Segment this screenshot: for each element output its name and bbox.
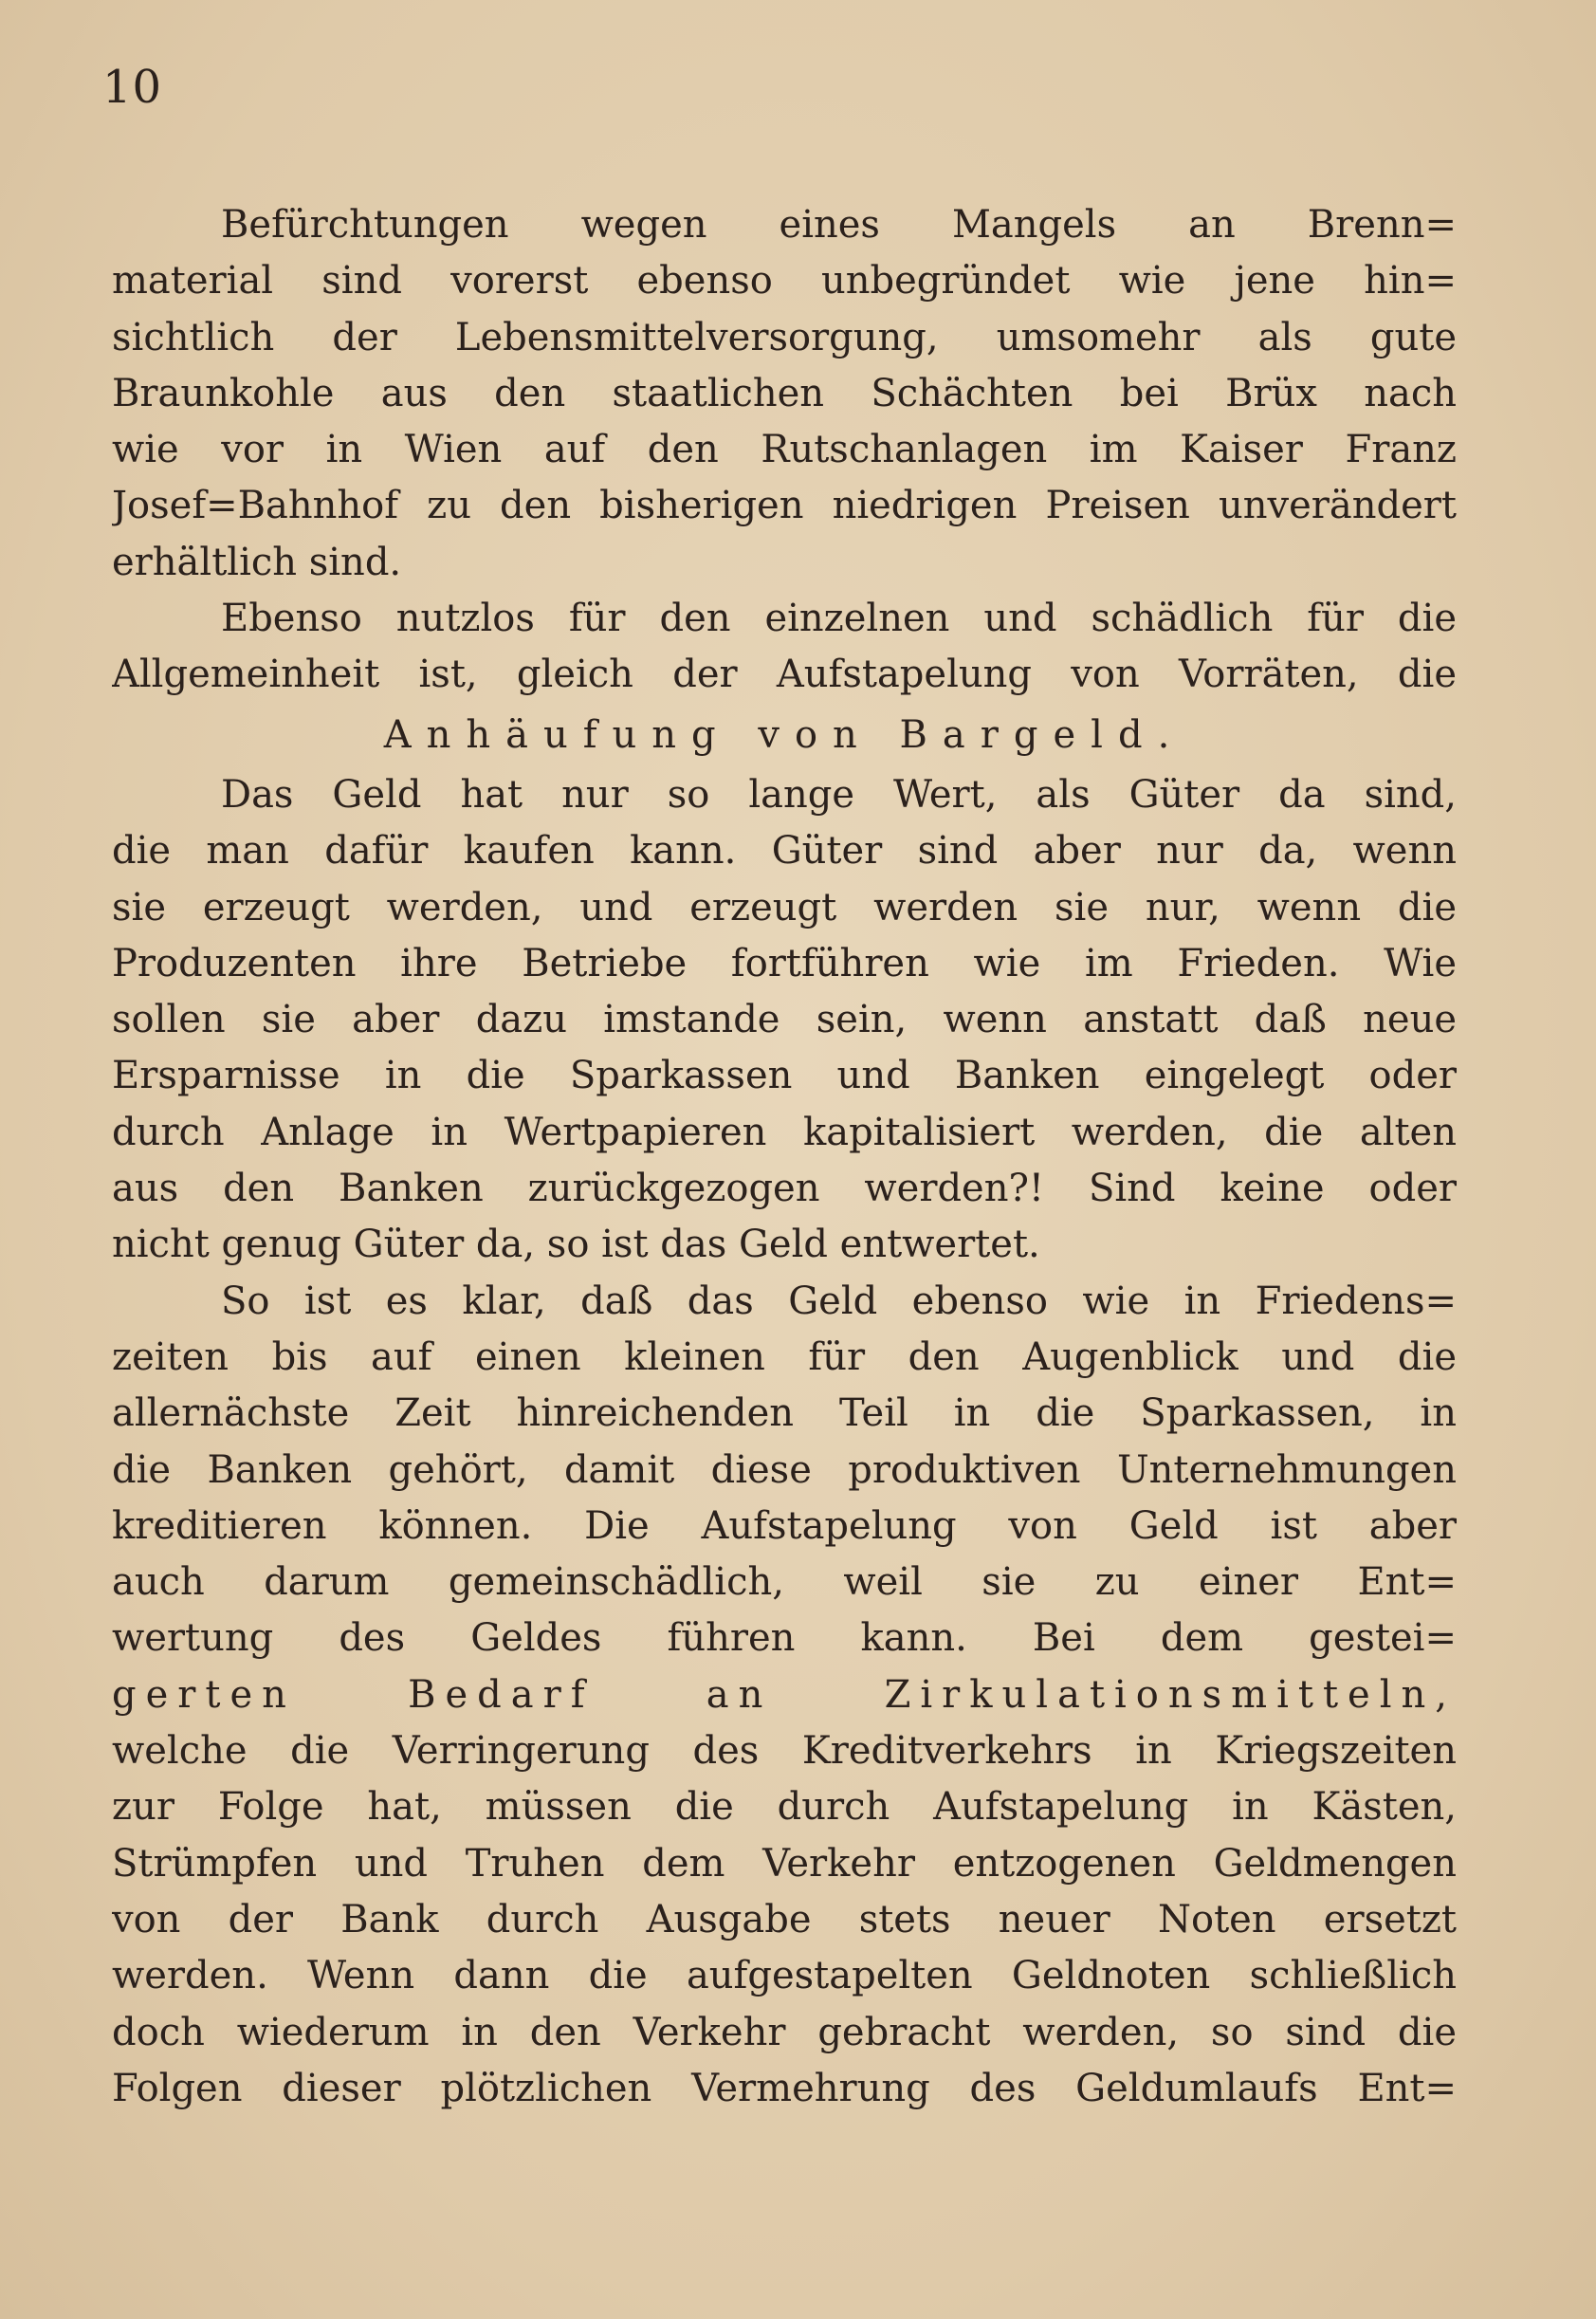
text-line: sie erzeugt werden, und erzeugt werden sie nur, wenn die — [112, 885, 1457, 929]
text-line: Strümpfen und Truhen dem Verkehr entzogenen Geldmengen — [112, 1841, 1457, 1886]
text-line: Josef=Bahnhof zu den bisherigen niedrigen Preisen unverändert — [112, 484, 1457, 528]
text-line: allernächste Zeit hinreichenden Teil in die Sparkassen, in — [112, 1391, 1457, 1436]
text-line: Braunkohle aus den staatlichen Schächten bei Brüx nach — [112, 371, 1457, 415]
text-line: von der Bank durch Ausgabe stets neuer Noten ersetzt — [112, 1897, 1457, 1942]
text-line: welche die Verringerung des Kreditverkehrs in Kriegszeiten — [112, 1729, 1457, 1774]
text-line: Produzenten ihre Betriebe fortführen wie im Frieden. Wie — [112, 941, 1457, 985]
text-line: Ebenso nutzlos für den einzelnen und schädlich für die — [221, 597, 1457, 641]
text-line: Befürchtungen wegen eines Mangels an Brenn= — [221, 203, 1457, 247]
text-line: werden. Wenn dann die aufgestapelten Geldnoten schließlich — [112, 1954, 1457, 1998]
text-line: gerten Bedarf an Zirkulationsmitteln, — [112, 1672, 1457, 1717]
text-line: Das Geld hat nur so lange Wert, als Güter da sind, — [221, 772, 1457, 817]
section-heading: Anhäufung von Bargeld. — [383, 712, 1185, 757]
text-line: wie vor in Wien auf den Rutschanlagen im Kaiser Franz — [112, 428, 1457, 472]
text-line: zeiten bis auf einen kleinen für den Augenblick und die — [112, 1334, 1457, 1379]
text-line: erhältlich sind. — [112, 540, 402, 584]
text-line: die Banken gehört, damit diese produktiven Unternehmungen — [112, 1447, 1457, 1492]
text-line: wertung des Geldes führen kann. Bei dem gestei= — [112, 1616, 1457, 1661]
text-line: die man dafür kaufen kann. Güter sind aber nur da, wenn — [112, 829, 1457, 874]
text-line: zur Folge hat, müssen die durch Aufstapelung in Kästen, — [112, 1785, 1457, 1830]
text-line: So ist es klar, daß das Geld ebenso wie in Friedens= — [221, 1279, 1457, 1323]
text-line: durch Anlage in Wertpapieren kapitalisiert werden, die alten — [112, 1110, 1457, 1154]
text-line: auch darum gemeinschädlich, weil sie zu einer Ent= — [112, 1560, 1457, 1605]
text-line: Allgemeinheit ist, gleich der Aufstapelung von Vorräten, die — [112, 653, 1457, 697]
text-line: aus den Banken zurückgezogen werden?! Sind keine oder — [112, 1167, 1457, 1211]
text-line: Ersparnisse in die Sparkassen und Banken eingelegt oder — [112, 1054, 1457, 1098]
paragraph-aufstapelung — [112, 1274, 1457, 2117]
text-line: material sind vorerst ebenso unbegründet wie jene hin= — [112, 259, 1457, 304]
text-line: sollen sie aber dazu imstande sein, wenn anstatt daß neue — [112, 998, 1457, 1042]
text-line: nicht genug Güter da, so ist das Geld entwertet. — [112, 1223, 1040, 1267]
paragraph-geld-wert — [112, 767, 1457, 1274]
body-text — [112, 197, 1457, 2117]
page-number: 10 — [102, 61, 163, 114]
paragraph-nutzlos — [112, 591, 1457, 704]
text-line: Folgen dieser plötzlichen Vermehrung des Geldumlaufs Ent= — [112, 2066, 1457, 2110]
text-line: sichtlich der Lebensmittelversorgung, umsomehr als gute — [112, 315, 1457, 359]
text-line: kreditieren können. Die Aufstapelung von Geld ist aber — [112, 1503, 1457, 1548]
text-line: doch wiederum in den Verkehr gebracht werden, so sind die — [112, 2010, 1457, 2054]
paragraph-brennmaterial — [112, 197, 1457, 591]
